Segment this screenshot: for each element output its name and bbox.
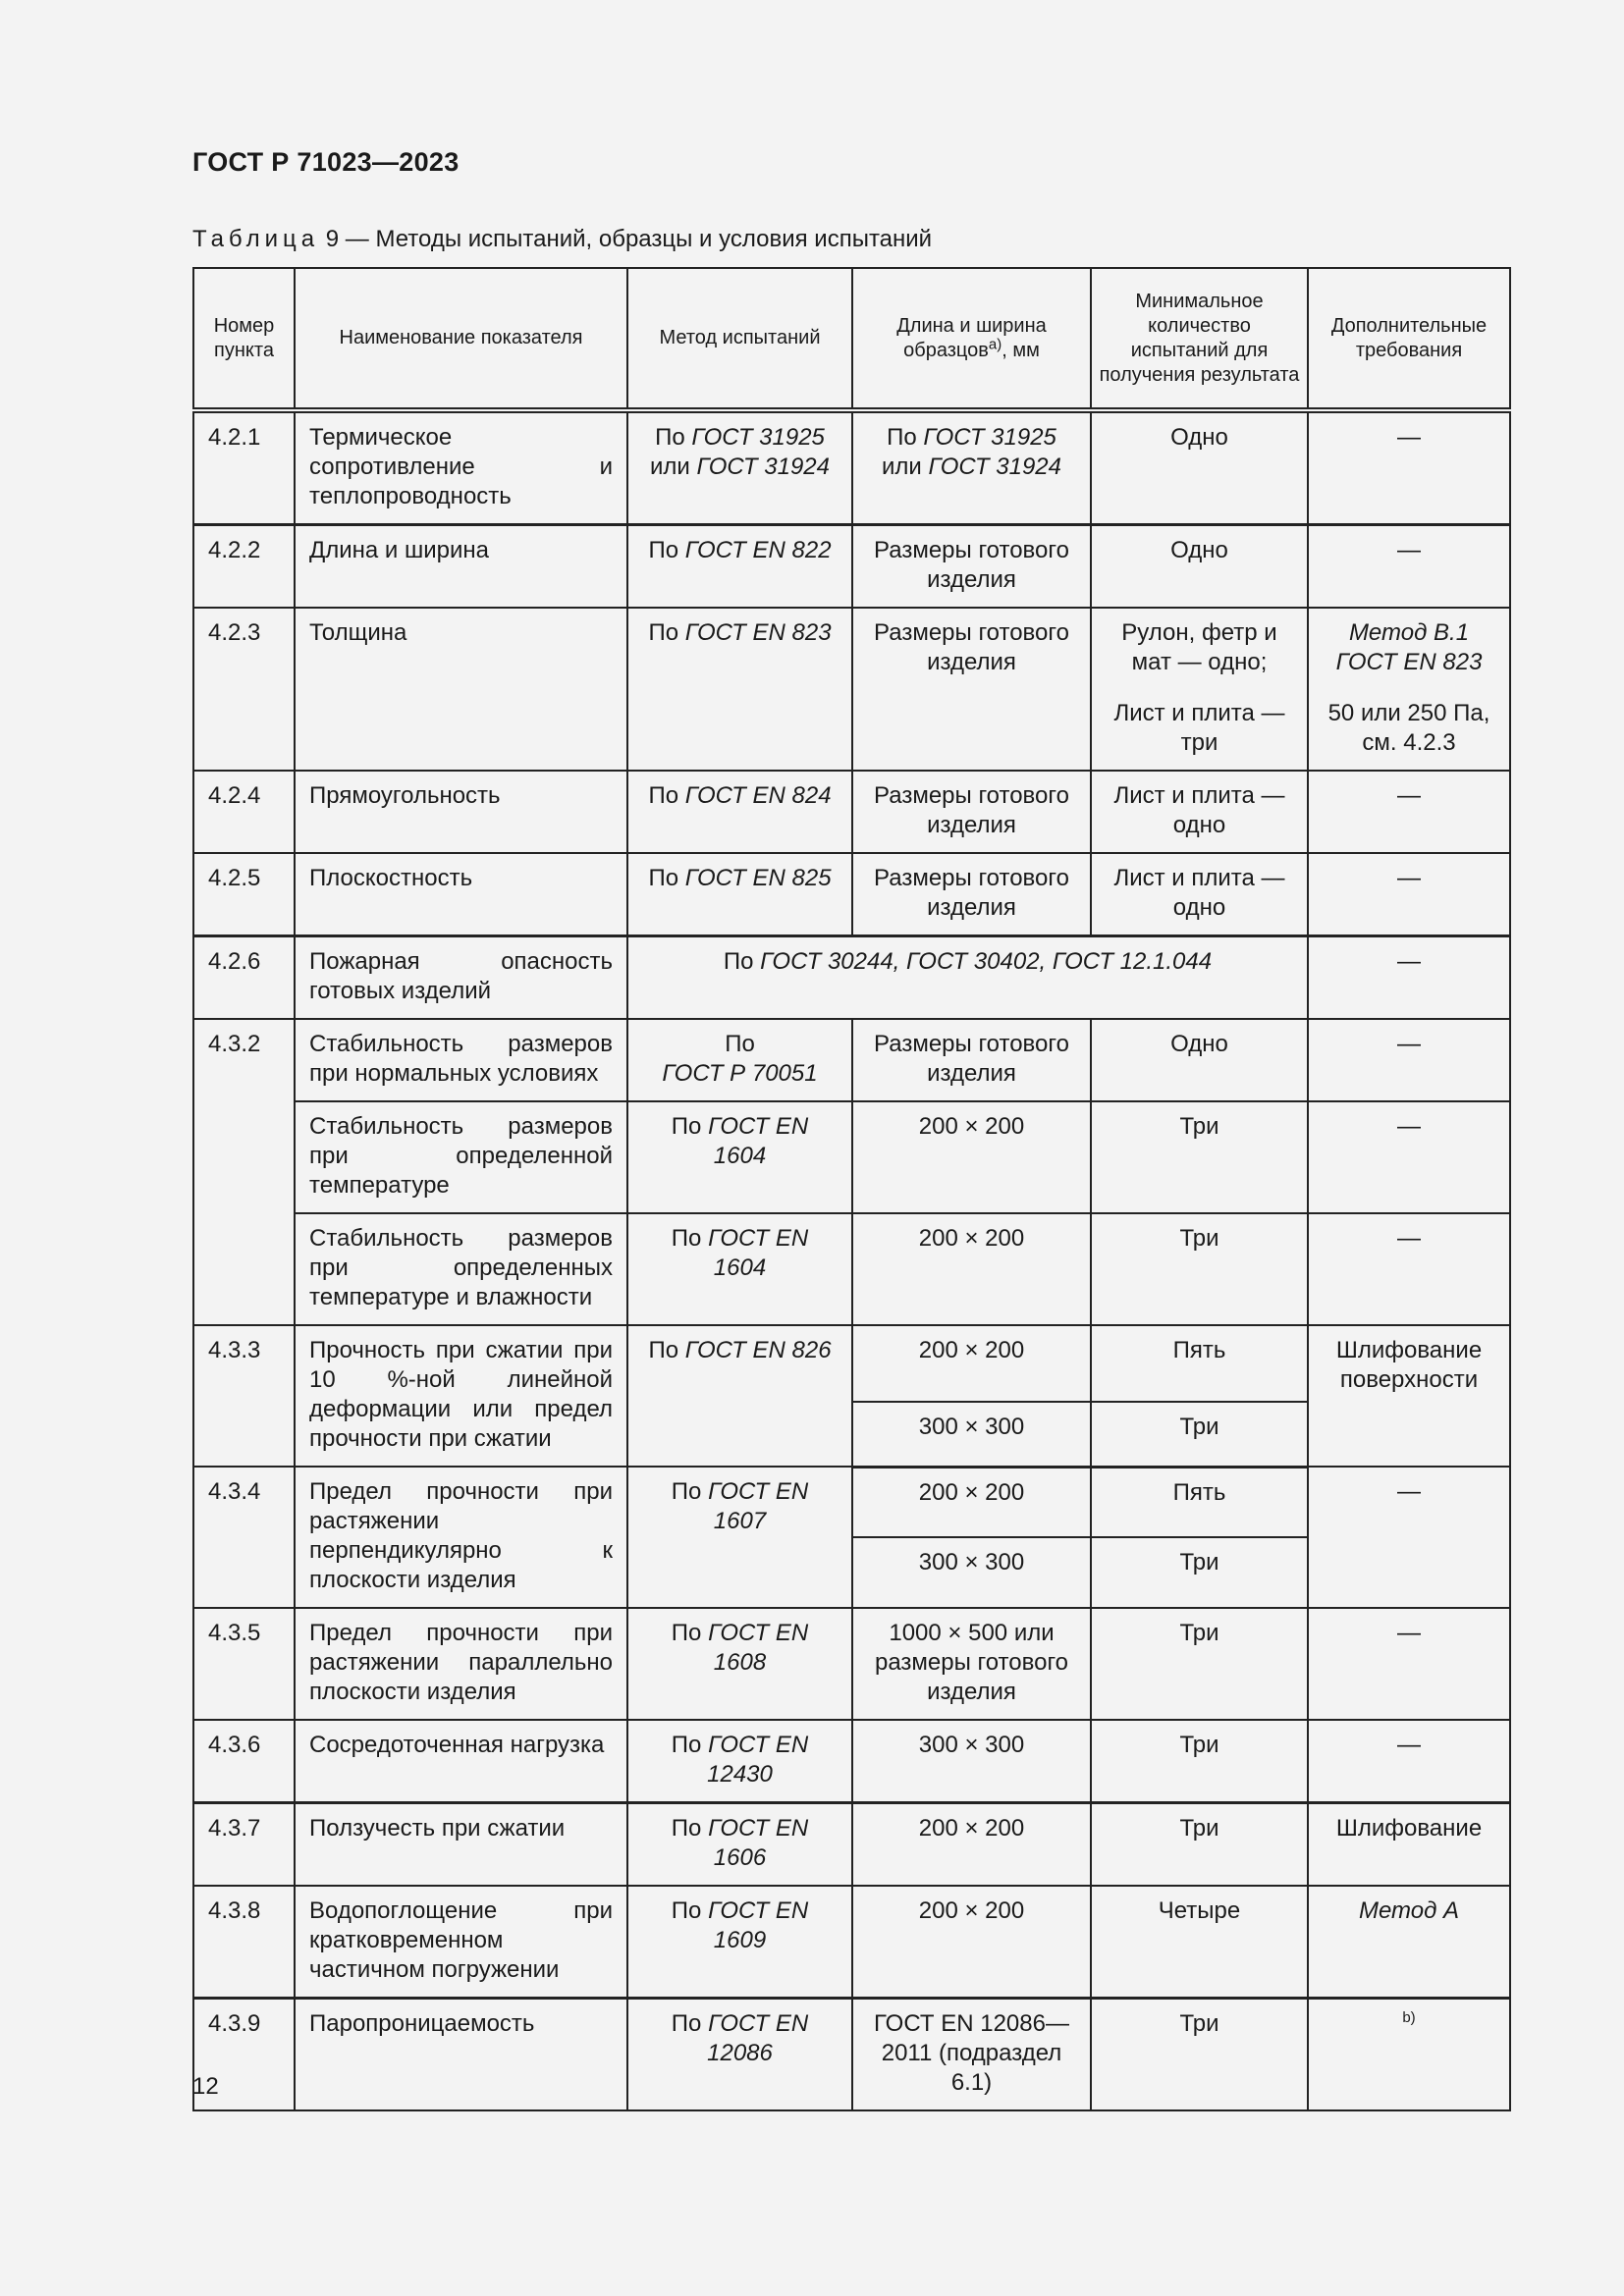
extra-line: Метод В.1 ГОСТ EN 823 — [1335, 619, 1483, 675]
cell-name: Предел прочности при растяжении перпендикулярно к плоскости изделия — [295, 1467, 627, 1608]
table-row — [193, 410, 1510, 525]
cell-size: Размеры готового изделия — [852, 525, 1091, 609]
cell-extra — [1308, 608, 1510, 771]
method-prefix: По — [671, 1815, 709, 1842]
count-line: Рулон, фетр и мат — одно; — [1121, 619, 1277, 675]
method-standard: ГОСТ 31924 — [696, 454, 830, 480]
col-header-size-footnote: а) — [988, 335, 1002, 352]
cell-size: ГОСТ EN 12086—2011 (подраздел 6.1) — [852, 1999, 1091, 2111]
col-header-method: Метод испытаний — [627, 268, 852, 410]
cell-method — [627, 608, 852, 771]
cell-num: 4.3.3 — [193, 1325, 295, 1467]
cell-name: Толщина — [295, 608, 627, 771]
cell-size: 200 × 200 — [852, 1803, 1091, 1887]
extra-line: 50 или 250 Па, см. 4.2.3 — [1327, 700, 1490, 756]
method-prefix: По — [725, 1031, 755, 1057]
cell-method — [627, 525, 852, 609]
method-standard: ГОСТ EN 1606 — [708, 1815, 809, 1871]
col-header-size — [852, 268, 1091, 410]
cell-method — [627, 1803, 852, 1887]
method-prefix: По — [671, 2010, 709, 2037]
cell-count: Одно — [1091, 1019, 1308, 1101]
cell-count: Пять — [1091, 1467, 1308, 1537]
test-methods-table — [192, 267, 1511, 2111]
cell-name: Прямоугольность — [295, 771, 627, 853]
table-caption — [192, 226, 932, 253]
cell-count: Одно — [1091, 525, 1308, 609]
cell-count — [1091, 608, 1308, 771]
cell-name: Сосредоточенная нагрузка — [295, 1720, 627, 1803]
cell-extra: Метод А — [1308, 1886, 1510, 1999]
table-row — [193, 608, 1510, 771]
col-header-size-unit: , мм — [1001, 339, 1040, 361]
cell-count: Четыре — [1091, 1886, 1308, 1999]
size-standard: ГОСТ 31925 — [923, 424, 1056, 451]
cell-count: Одно — [1091, 410, 1308, 525]
cell-num: 4.3.6 — [193, 1720, 295, 1803]
cell-size — [852, 410, 1091, 525]
table-row — [193, 525, 1510, 609]
cell-name: Плоскостность — [295, 853, 627, 936]
cell-count: Три — [1091, 1402, 1308, 1467]
method-standard: ГОСТ EN 826 — [684, 1337, 832, 1363]
method-standard: ГОСТ EN 1604 — [708, 1113, 809, 1169]
cell-extra: — — [1308, 1720, 1510, 1803]
cell-method — [627, 410, 852, 525]
table-row — [193, 1019, 1510, 1101]
table-row — [193, 1999, 1510, 2111]
cell-num: 4.3.8 — [193, 1886, 295, 1999]
cell-size: Размеры готового изделия — [852, 853, 1091, 936]
cell-size: 200 × 200 — [852, 1213, 1091, 1325]
table-row — [193, 1325, 1510, 1402]
col-header-count: Минимальное количество испытаний для получения результата — [1091, 268, 1308, 410]
method-standard: ГОСТ EN 12430 — [707, 1732, 809, 1788]
cell-extra — [1308, 1999, 1510, 2111]
cell-method — [627, 1019, 852, 1101]
method-prefix: По — [671, 1620, 709, 1646]
cell-num: 4.3.9 — [193, 1999, 295, 2111]
cell-extra: — — [1308, 1213, 1510, 1325]
cell-name: Стабильность размеров при определенной температуре — [295, 1101, 627, 1213]
table-row — [193, 771, 1510, 853]
col-header-size-text: Длина и ширина образцов — [896, 314, 1047, 361]
method-standard: ГОСТ EN 1607 — [708, 1478, 809, 1534]
table-caption-title: 9 — Методы испытаний, образцы и условия испытаний — [319, 226, 933, 252]
method-prefix: или — [649, 454, 697, 480]
table-row — [193, 1720, 1510, 1803]
document-header: ГОСТ Р 71023—2023 — [192, 147, 460, 177]
cell-count: Лист и плита — одно — [1091, 853, 1308, 936]
cell-size: 200 × 200 — [852, 1467, 1091, 1537]
table-row — [193, 1101, 1510, 1213]
method-prefix: По — [671, 1478, 709, 1505]
cell-name: Пожарная опасность готовых изделий — [295, 936, 627, 1020]
cell-size: 200 × 200 — [852, 1325, 1091, 1402]
cell-extra: — — [1308, 1019, 1510, 1101]
cell-method — [627, 1608, 852, 1720]
table-row — [193, 1803, 1510, 1887]
method-standard: ГОСТ EN 825 — [684, 865, 832, 891]
cell-name: Стабильность размеров при нормальных условиях — [295, 1019, 627, 1101]
cell-count: Три — [1091, 1608, 1308, 1720]
cell-method — [627, 1213, 852, 1325]
method-prefix: По — [655, 424, 692, 451]
size-prefix: По — [887, 424, 924, 451]
cell-count: Три — [1091, 1213, 1308, 1325]
cell-extra: — — [1308, 771, 1510, 853]
cell-method — [627, 771, 852, 853]
cell-size: 200 × 200 — [852, 1101, 1091, 1213]
cell-name: Стабильность размеров при определенных температуре и влажности — [295, 1213, 627, 1325]
table-row — [193, 853, 1510, 936]
table-row — [193, 1608, 1510, 1720]
method-prefix: По — [671, 1732, 709, 1758]
table-caption-word: Таблица — [192, 226, 320, 252]
method-standard: ГОСТ EN 12086 — [707, 2010, 809, 2066]
cell-extra: — — [1308, 853, 1510, 936]
cell-extra: — — [1308, 1101, 1510, 1213]
method-standard: ГОСТ 31925 — [691, 424, 825, 451]
page-number: 12 — [192, 2073, 219, 2100]
cell-name: Прочность при сжатии при 10 %-ной линейной деформации или предел прочности при сжатии — [295, 1325, 627, 1467]
size-prefix: или — [881, 454, 929, 480]
cell-size: Размеры готового изделия — [852, 608, 1091, 771]
cell-num: 4.3.4 — [193, 1467, 295, 1608]
cell-extra: Шлифование — [1308, 1803, 1510, 1887]
cell-method — [627, 1999, 852, 2111]
cell-name: Паропроницаемость — [295, 1999, 627, 2111]
method-standard: ГОСТ EN 822 — [684, 537, 832, 563]
table-row — [193, 1886, 1510, 1999]
col-header-num: Номер пункта — [193, 268, 295, 410]
cell-extra: — — [1308, 936, 1510, 1020]
cell-num: 4.2.3 — [193, 608, 295, 771]
cell-size: 1000 × 500 или размеры готового изделия — [852, 1608, 1091, 1720]
cell-method — [627, 1467, 852, 1608]
method-prefix: По — [671, 1225, 709, 1252]
cell-size: Размеры готового изделия — [852, 771, 1091, 853]
cell-method — [627, 1325, 852, 1467]
cell-num: 4.2.2 — [193, 525, 295, 609]
cell-num: 4.2.6 — [193, 936, 295, 1020]
cell-extra: — — [1308, 525, 1510, 609]
cell-size: 300 × 300 — [852, 1537, 1091, 1608]
cell-count: Лист и плита — одно — [1091, 771, 1308, 853]
footnote-marker: b) — [1402, 2009, 1416, 2026]
method-standard: ГОСТ Р 70051 — [662, 1060, 818, 1087]
cell-extra: — — [1308, 1467, 1510, 1608]
col-header-name: Наименование показателя — [295, 268, 627, 410]
cell-num: 4.3.7 — [193, 1803, 295, 1887]
cell-extra: — — [1308, 1608, 1510, 1720]
method-standard: ГОСТ EN 1608 — [708, 1620, 809, 1676]
cell-method-merged — [627, 936, 1308, 1020]
cell-size: 200 × 200 — [852, 1886, 1091, 1999]
cell-count: Три — [1091, 1720, 1308, 1803]
col-header-extra: Дополнительные требования — [1308, 268, 1510, 410]
method-prefix: По — [671, 1897, 709, 1924]
cell-extra: — — [1308, 410, 1510, 525]
cell-name: Длина и ширина — [295, 525, 627, 609]
cell-method — [627, 1720, 852, 1803]
cell-num: 4.2.1 — [193, 410, 295, 525]
method-prefix: По — [648, 1337, 685, 1363]
cell-count: Три — [1091, 1537, 1308, 1608]
cell-method — [627, 1886, 852, 1999]
table-header-row — [193, 268, 1510, 410]
table-row — [193, 1467, 1510, 1537]
cell-count: Пять — [1091, 1325, 1308, 1402]
cell-name: Термическое сопротивление и теплопроводность — [295, 410, 627, 525]
cell-size: 300 × 300 — [852, 1720, 1091, 1803]
count-line: Лист и плита — три — [1113, 700, 1285, 756]
method-prefix: По — [648, 865, 685, 891]
cell-method — [627, 853, 852, 936]
method-standard: ГОСТ 30244, ГОСТ 30402, ГОСТ 12.1.044 — [760, 948, 1213, 975]
cell-extra: Шлифование поверхности — [1308, 1325, 1510, 1467]
cell-name: Водопоглощение при кратковременном частичном погружении — [295, 1886, 627, 1999]
cell-size: 300 × 300 — [852, 1402, 1091, 1467]
cell-num: 4.2.4 — [193, 771, 295, 853]
method-prefix: По — [723, 948, 761, 975]
method-prefix: По — [671, 1113, 709, 1140]
method-standard: ГОСТ EN 824 — [684, 782, 832, 809]
method-standard: ГОСТ EN 1604 — [708, 1225, 809, 1281]
cell-count: Три — [1091, 1803, 1308, 1887]
method-prefix: По — [648, 782, 685, 809]
cell-method — [627, 1101, 852, 1213]
method-prefix: По — [648, 537, 685, 563]
method-standard: ГОСТ EN 1609 — [708, 1897, 809, 1953]
cell-size: Размеры готового изделия — [852, 1019, 1091, 1101]
cell-count: Три — [1091, 1999, 1308, 2111]
cell-name: Ползучесть при сжатии — [295, 1803, 627, 1887]
cell-num: 4.3.5 — [193, 1608, 295, 1720]
method-prefix: По — [648, 619, 685, 646]
cell-name: Предел прочности при растяжении параллельно плоскости изделия — [295, 1608, 627, 1720]
cell-num: 4.2.5 — [193, 853, 295, 936]
method-standard: ГОСТ EN 823 — [684, 619, 832, 646]
cell-num: 4.3.2 — [193, 1019, 295, 1325]
table-row — [193, 936, 1510, 1020]
size-standard: ГОСТ 31924 — [928, 454, 1061, 480]
table-row — [193, 1213, 1510, 1325]
cell-count: Три — [1091, 1101, 1308, 1213]
